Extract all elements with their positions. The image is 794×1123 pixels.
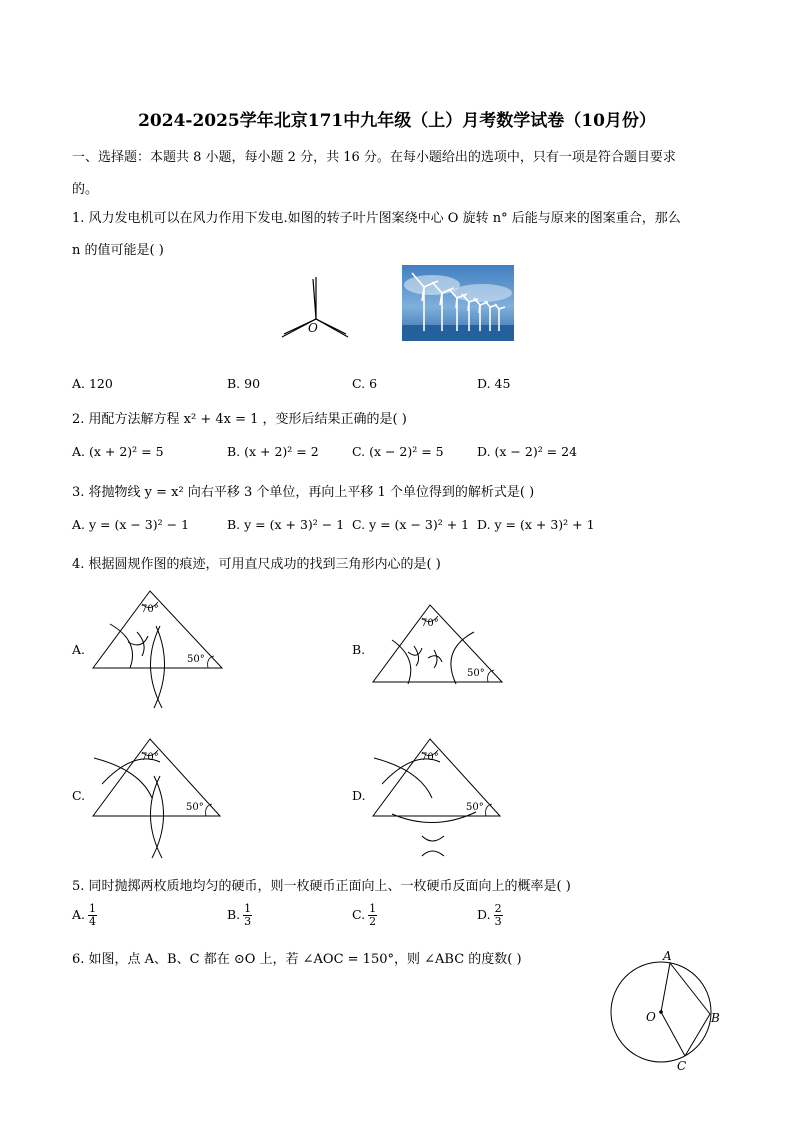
point-c-label: C [677, 1059, 687, 1073]
wind-turbine-photo [402, 265, 514, 341]
q6-circle-figure [604, 946, 734, 1076]
q4-label-b: B. [352, 642, 366, 657]
q3-option-c: C. y = (x − 3)² + 1 [352, 517, 470, 532]
svg-text:70°: 70° [421, 618, 439, 629]
q1-option-d: D. 45 [477, 376, 511, 391]
q1-rotor-figure [276, 274, 356, 344]
q3-stem: 3. 将抛物线 y = x² 向右平移 3 个单位，再向上平移 1 个单位得到的解析式是( ) [72, 485, 535, 500]
point-b-label: B [711, 1011, 720, 1025]
q5-stem: 5. 同时抛掷两枚质地均匀的硬币，则一枚硬币正面向上、一枚硬币反面向上的概率是( ) [72, 879, 571, 894]
section-heading-line1: 一、选择题：本题共 8 小题，每小题 2 分，共 16 分。在每小题给出的选项中，只有一项是符合题目要求 [72, 150, 676, 165]
q2-option-c: C. (x − 2)² = 5 [352, 444, 444, 459]
q5-option-b: B. $\frac{1}{3}$ [227, 902, 252, 928]
q1-option-c: C. 6 [352, 376, 378, 391]
q4-figure-b [370, 600, 510, 690]
svg-text:50°: 50° [186, 802, 204, 813]
q4-stem: 4. 根据圆规作图的痕迹，可用直尺成功的找到三角形内心的是( ) [72, 557, 441, 572]
q6-stem: 6. 如图，点 A、B、C 都在 ⊙O 上，若 ∠AOC = 150°，则 ∠ABC 的度数( ) [72, 952, 522, 967]
angle-70: 70° [141, 604, 159, 615]
q3-option-d: D. y = (x + 3)² + 1 [477, 517, 595, 532]
q4-figure-c [90, 736, 230, 860]
svg-text:50°: 50° [467, 668, 485, 679]
q2-stem: 2. 用配方法解方程 x² + 4x = 1 ，变形后结果正确的是( ) [72, 412, 407, 427]
angle-50: 50° [187, 654, 205, 665]
q4-label-c: C. [72, 788, 86, 803]
q2-option-a: A. (x + 2)² = 5 [72, 444, 164, 459]
q4-figure-a [90, 586, 230, 710]
q5-option-a: A. $\frac{1}{4}$ [72, 902, 97, 928]
q1-option-a: A. 120 [72, 376, 113, 391]
svg-text:70°: 70° [421, 752, 439, 763]
svg-text:50°: 50° [466, 802, 484, 813]
q3-option-a: A. y = (x − 3)² − 1 [72, 517, 190, 532]
q2-option-d: D. (x − 2)² = 24 [477, 444, 578, 459]
q3-option-b: B. y = (x + 3)² − 1 [227, 517, 345, 532]
q1-stem-line1: 1. 风力发电机可以在风力作用下发电.如图的转子叶片图案绕中心 O 旋转 n° 后能与原来的图案重合，那么 [72, 211, 681, 226]
q5-option-c: C. $\frac{1}{2}$ [352, 902, 377, 928]
q4-label-a: A. [72, 642, 86, 657]
q5-option-d: D. $\frac{2}{3}$ [477, 902, 502, 928]
q4-figure-d [370, 736, 510, 860]
point-a-label: A [663, 949, 672, 963]
svg-text:70°: 70° [141, 752, 159, 763]
point-o-label: O [646, 1010, 656, 1024]
page-title: 2024-2025学年北京171中九年级（上）月考数学试卷（10月份） [138, 111, 656, 131]
q1-option-b: B. 90 [227, 376, 261, 391]
q4-label-d: D. [352, 788, 366, 803]
rotor-center-label: O [308, 321, 318, 335]
section-heading-line2: 的。 [72, 182, 99, 197]
q2-option-b: B. (x + 2)² = 2 [227, 444, 319, 459]
q1-stem-line2: n 的值可能是( ) [72, 243, 164, 258]
